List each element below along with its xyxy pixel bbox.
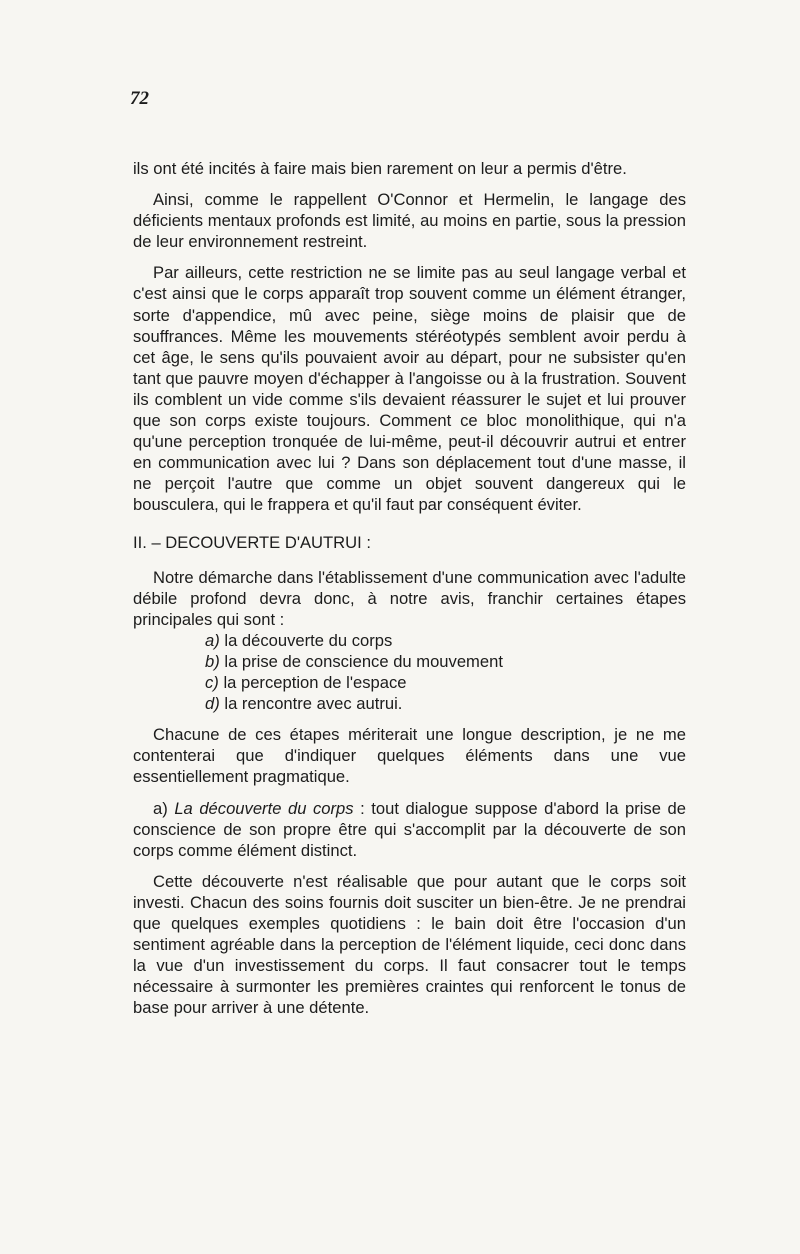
paragraph-4: Notre démarche dans l'établissement d'une communication avec l'adulte débile profond devra donc, à notre avis, franchir certaines étapes principales qui sont : xyxy=(133,567,686,629)
section-heading: II. – DECOUVERTE D'AUTRUI : xyxy=(133,532,371,552)
list-item-text: la prise de conscience du mouvement xyxy=(224,651,503,671)
list-item-text: la perception de l'espace xyxy=(223,673,407,693)
paragraph-5: Chacune de ces étapes mériterait une longue description, je ne me contenterai que d'indiquer quelques éléments dans une vue essentiellement pragmatique. xyxy=(133,725,686,787)
list-item-text: la rencontre avec autrui. xyxy=(224,694,403,714)
paragraph-6-text: : tout dialogue suppose d'abord la prise de conscience de son propre être qui s'accomplit par la découverte de son corps comme élément distinct. xyxy=(133,798,686,860)
list-item xyxy=(133,693,686,714)
list-item-text: la découverte du corps xyxy=(224,630,393,650)
list-item xyxy=(133,672,686,693)
paragraph-6-prefix: a) xyxy=(153,798,175,818)
paragraph-2: Ainsi, comme le rappellent O'Connor et Hermelin, le langage des déficients mentaux profonds est limité, au moins en partie, sous la pression de leur environnement restreint. xyxy=(133,190,686,252)
list-item-letter: a) xyxy=(205,630,220,650)
steps-list xyxy=(133,630,686,714)
subsection-title: La découverte du corps xyxy=(174,798,354,818)
paragraph-6 xyxy=(133,798,686,861)
page-number: 72 xyxy=(130,88,149,109)
paragraph-7: Cette découverte n'est réalisable que pour autant que le corps soit investi. Chacun des soins fournis doit susciter un bien-être. Je ne prendrai que quelques exemples quotidiens : le bain doit être l'occasion d'un sentiment agréable dans la perception de l'élément liquide, ceci donc dans la vue d'un investissement du corps. Il faut consacrer tout le temps nécessaire à surmonter les premières craintes qui renforcent le tonus de base pour arriver à une détente. xyxy=(133,871,686,1018)
list-item-letter: b) xyxy=(205,651,220,671)
paragraph-1: ils ont été incités à faire mais bien rarement on leur a permis d'être. xyxy=(133,159,627,178)
list-item xyxy=(133,630,686,651)
paragraph-3: Par ailleurs, cette restriction ne se limite pas au seul langage verbal et c'est ainsi que le corps apparaît trop souvent comme un élément étranger, sorte d'appendice, mû avec peine, siège moins de plaisir que de souffrances. Même les mouvements stéréotypés semblent avoir perdu à cet âge, le sens qu'ils pouvaient avoir au départ, pour ne subsister qu'en tant que pauvre moyen d'échapper à l'angoisse ou à la frustration. Souvent ils comblent un vide comme s'ils devaient réassurer le sujet et lui prouver que son corps existe toujours. Comment ce bloc monolithique, qui n'a qu'une perception tronquée de lui-même, peut-il découvrir autrui et entrer en communication avec lui ? Dans son déplacement tout d'une masse, il ne perçoit l'autre que comme un objet souvent dangereux qui le bousculera, qui le frappera et qu'il faut par conséquent éviter. xyxy=(133,263,686,515)
list-item-letter: c) xyxy=(205,673,219,693)
list-item-letter: d) xyxy=(205,694,220,714)
list-item xyxy=(133,651,686,672)
body-text xyxy=(133,158,686,1018)
